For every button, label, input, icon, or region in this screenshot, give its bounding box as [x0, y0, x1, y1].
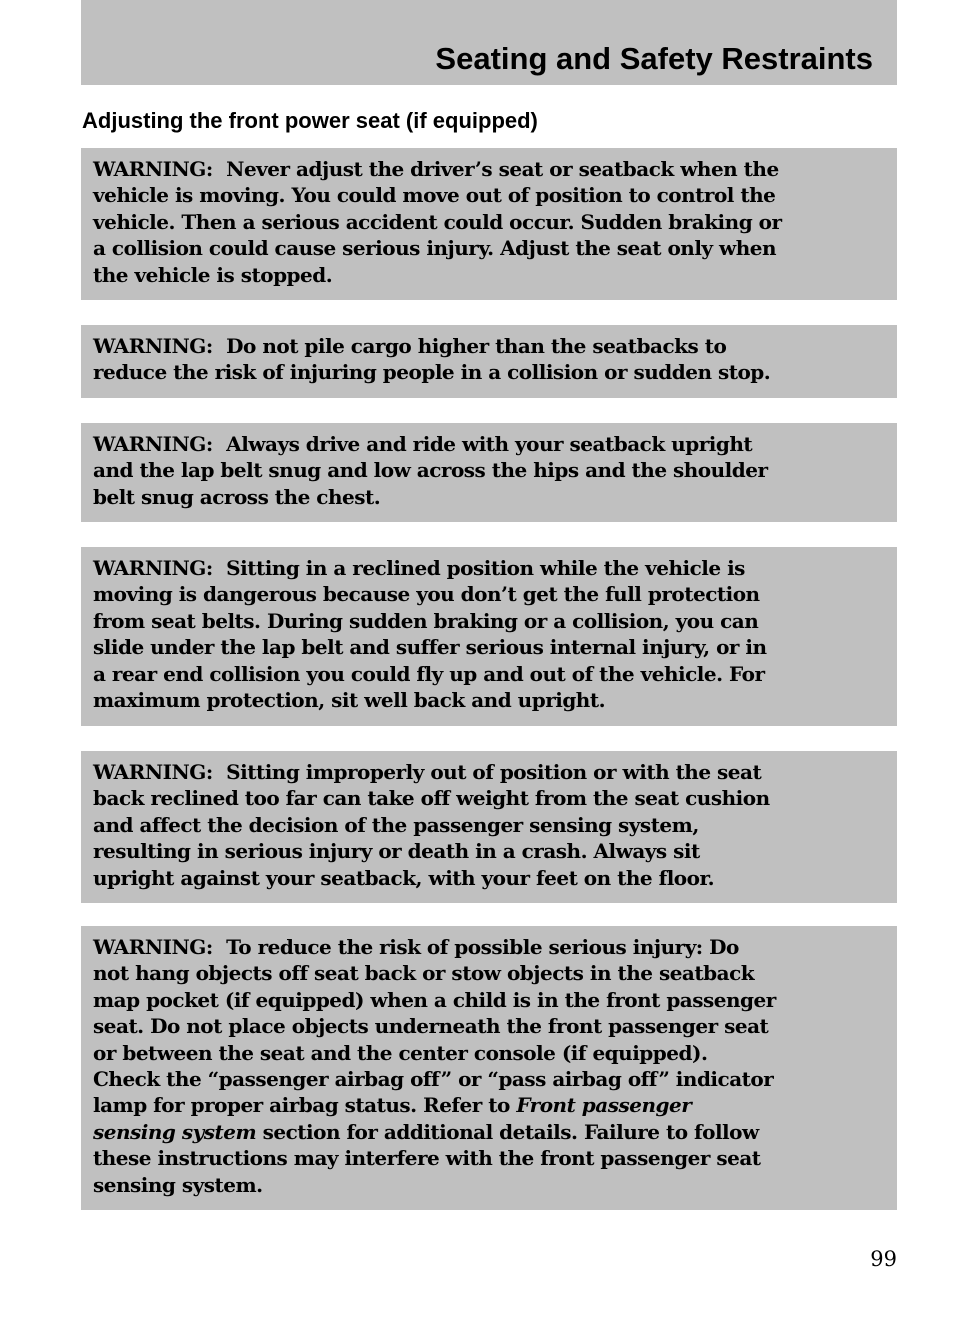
- warning-box-seatback-upright: [81, 423, 897, 522]
- warning-text: WARNING: Always drive and ride with your seatback upright and the lap belt snug and low across the hips and the shoulder belt snug across the chest.: [93, 432, 768, 509]
- warning-label: WARNING:: [93, 432, 213, 456]
- section-title: Seating and Safety Restraints: [435, 41, 873, 76]
- warning-label: WARNING:: [93, 935, 213, 959]
- header-bar: [81, 0, 897, 85]
- warning-label: WARNING:: [93, 556, 213, 580]
- warning-text: WARNING: Sitting in a reclined position while the vehicle is moving is dangerous because you don’t get the full protection from seat belts. During sudden braking or a collision, you can slide under the lap belt and suffer serious internal injury, or in a rear end collision you could fly up and out of the vehicle. For maximum protection, sit well back and upright.: [93, 556, 767, 713]
- warning-box-cargo: [81, 325, 897, 398]
- page-number: 99: [870, 1247, 897, 1271]
- warning-text: WARNING: Never adjust the driver’s seat or seatback when the vehicle is moving. You could move out of position to control the vehicle. Then a serious accident could occur. Sudden braking or a collision could cause serious injury. Adjust the seat only when the vehicle is stopped.: [93, 157, 782, 287]
- warning-box-hanging-objects: [81, 926, 897, 1210]
- subheading: Adjusting the front power seat (if equipped): [82, 108, 538, 133]
- warning-label: WARNING:: [93, 157, 213, 181]
- warning-box-passenger-sensing: [81, 751, 897, 903]
- warning-text: WARNING: Do not pile cargo higher than the seatbacks to reduce the risk of injuring people in a collision or sudden stop.: [93, 334, 771, 385]
- warning-box-seat-adjust: [81, 148, 897, 300]
- section-reference: Front passenger: [516, 1093, 692, 1118]
- warning-text: WARNING: Sitting improperly out of position or with the seat back reclined too far can take off weight from the seat cushion and affect the decision of the passenger sensing system, resulting in serious injury or death in a crash. Always sit upright against your seatback, with your feet on the floor.: [93, 760, 770, 890]
- warning-text: WARNING: To reduce the risk of possible serious injury: Do not hang objects off seat back or stow objects in the seatback map pocket (if equipped) when a child is in the front passenger seat. Do not place objects underneath the front passenger seat or between the seat and the center console (if equipped). Check the “passenger airbag off” or “pass airbag off” indicator lamp for proper airbag status. Refer to Front passenger sensing system section for additional details. Failure to follow these instructions may interfere with the front passenger seat sensing system.: [93, 935, 776, 1197]
- warning-box-reclined: [81, 547, 897, 726]
- warning-label: WARNING:: [93, 760, 213, 784]
- warning-label: WARNING:: [93, 334, 213, 358]
- section-reference: sensing system: [93, 1119, 257, 1144]
